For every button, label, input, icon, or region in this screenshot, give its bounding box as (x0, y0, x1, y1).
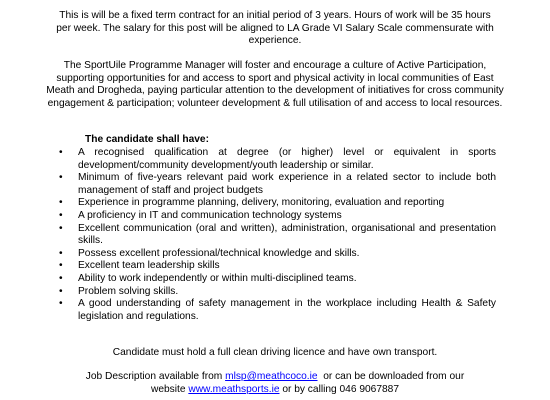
requirement-text: Ability to work independently or within multi-disciplined teams. (78, 272, 357, 284)
requirement-item (58, 298, 496, 323)
requirement-item (58, 172, 496, 197)
requirement-item (58, 286, 496, 299)
email-link[interactable]: mlsp@meathcoco.ie (225, 371, 318, 382)
bullet-icon: • (59, 209, 63, 221)
website-link[interactable]: www.meathsports.ie (188, 383, 280, 395)
requirement-item (58, 260, 496, 273)
bullet-icon: • (59, 197, 63, 209)
requirements-list (58, 147, 496, 323)
requirement-text: Excellent team leadership skills (78, 260, 220, 272)
requirement-text: Possess excellent professional/technical knowledge and skills. (78, 247, 360, 259)
requirement-text: Excellent communication (oral and written), administration, organisational and presentation skills. (78, 222, 496, 247)
bullet-icon: • (59, 298, 63, 310)
requirement-item (58, 197, 496, 210)
bullet-icon: • (59, 147, 63, 158)
requirement-item (58, 223, 496, 248)
jd-text-before-email: Job Description available from (85, 371, 226, 382)
requirement-text: A proficiency in IT and communication technology systems (78, 209, 342, 221)
requirement-item (58, 147, 496, 172)
jd-text-after-website: or by calling 046 9067887 (279, 383, 400, 395)
bullet-icon: • (59, 272, 63, 284)
requirement-text: Minimum of five-years relevant paid work experience in a related sector to include both management of staff and project budgets (78, 172, 496, 196)
requirement-text: A recognised qualification at degree (or higher) level or equivalent in sports development/community development/youth leadership or similar. (78, 147, 496, 171)
requirement-item (58, 210, 496, 223)
requirement-text: Problem solving skills. (78, 285, 179, 297)
requirement-text: A good understanding of safety management in the workplace including Health & Safety legislation and regulations. (78, 298, 496, 322)
requirement-item (58, 248, 496, 261)
bullet-icon: • (59, 222, 63, 234)
jd-text-before-website: website (150, 383, 189, 395)
bullet-icon: • (59, 285, 63, 297)
contract-terms-paragraph: This is will be a fixed term contract for an initial period of 3 years. Hours of work will be 35 hours per week. The salary for this post will be aligned to LA Grade VI Salary Scale commensurate with experience. (56, 10, 494, 47)
job-description-paragraph (0, 371, 550, 396)
bullet-icon: • (59, 260, 63, 272)
requirement-text: Experience in programme planning, delivery, monitoring, evaluation and reporting (78, 197, 445, 209)
jd-text-after-email: or can be downloaded from our (317, 371, 465, 382)
bullet-icon: • (59, 172, 63, 184)
requirement-item (58, 273, 496, 286)
programme-manager-paragraph: The SportUile Programme Manager will foster and encourage a culture of Active Participation, supporting opportunities for and access to sport and physical activity in local communities of East Meath and Drogheda, paying particular attention to the development of initiatives for cross community engagement & participation; volunteer development & full utilisation of and access to local resources. (46, 60, 504, 109)
driving-licence-note: Candidate must hold a full clean driving licence and have own transport. (112, 347, 438, 358)
requirements-heading: The candidate shall have: (85, 134, 209, 145)
bullet-icon: • (59, 247, 63, 259)
